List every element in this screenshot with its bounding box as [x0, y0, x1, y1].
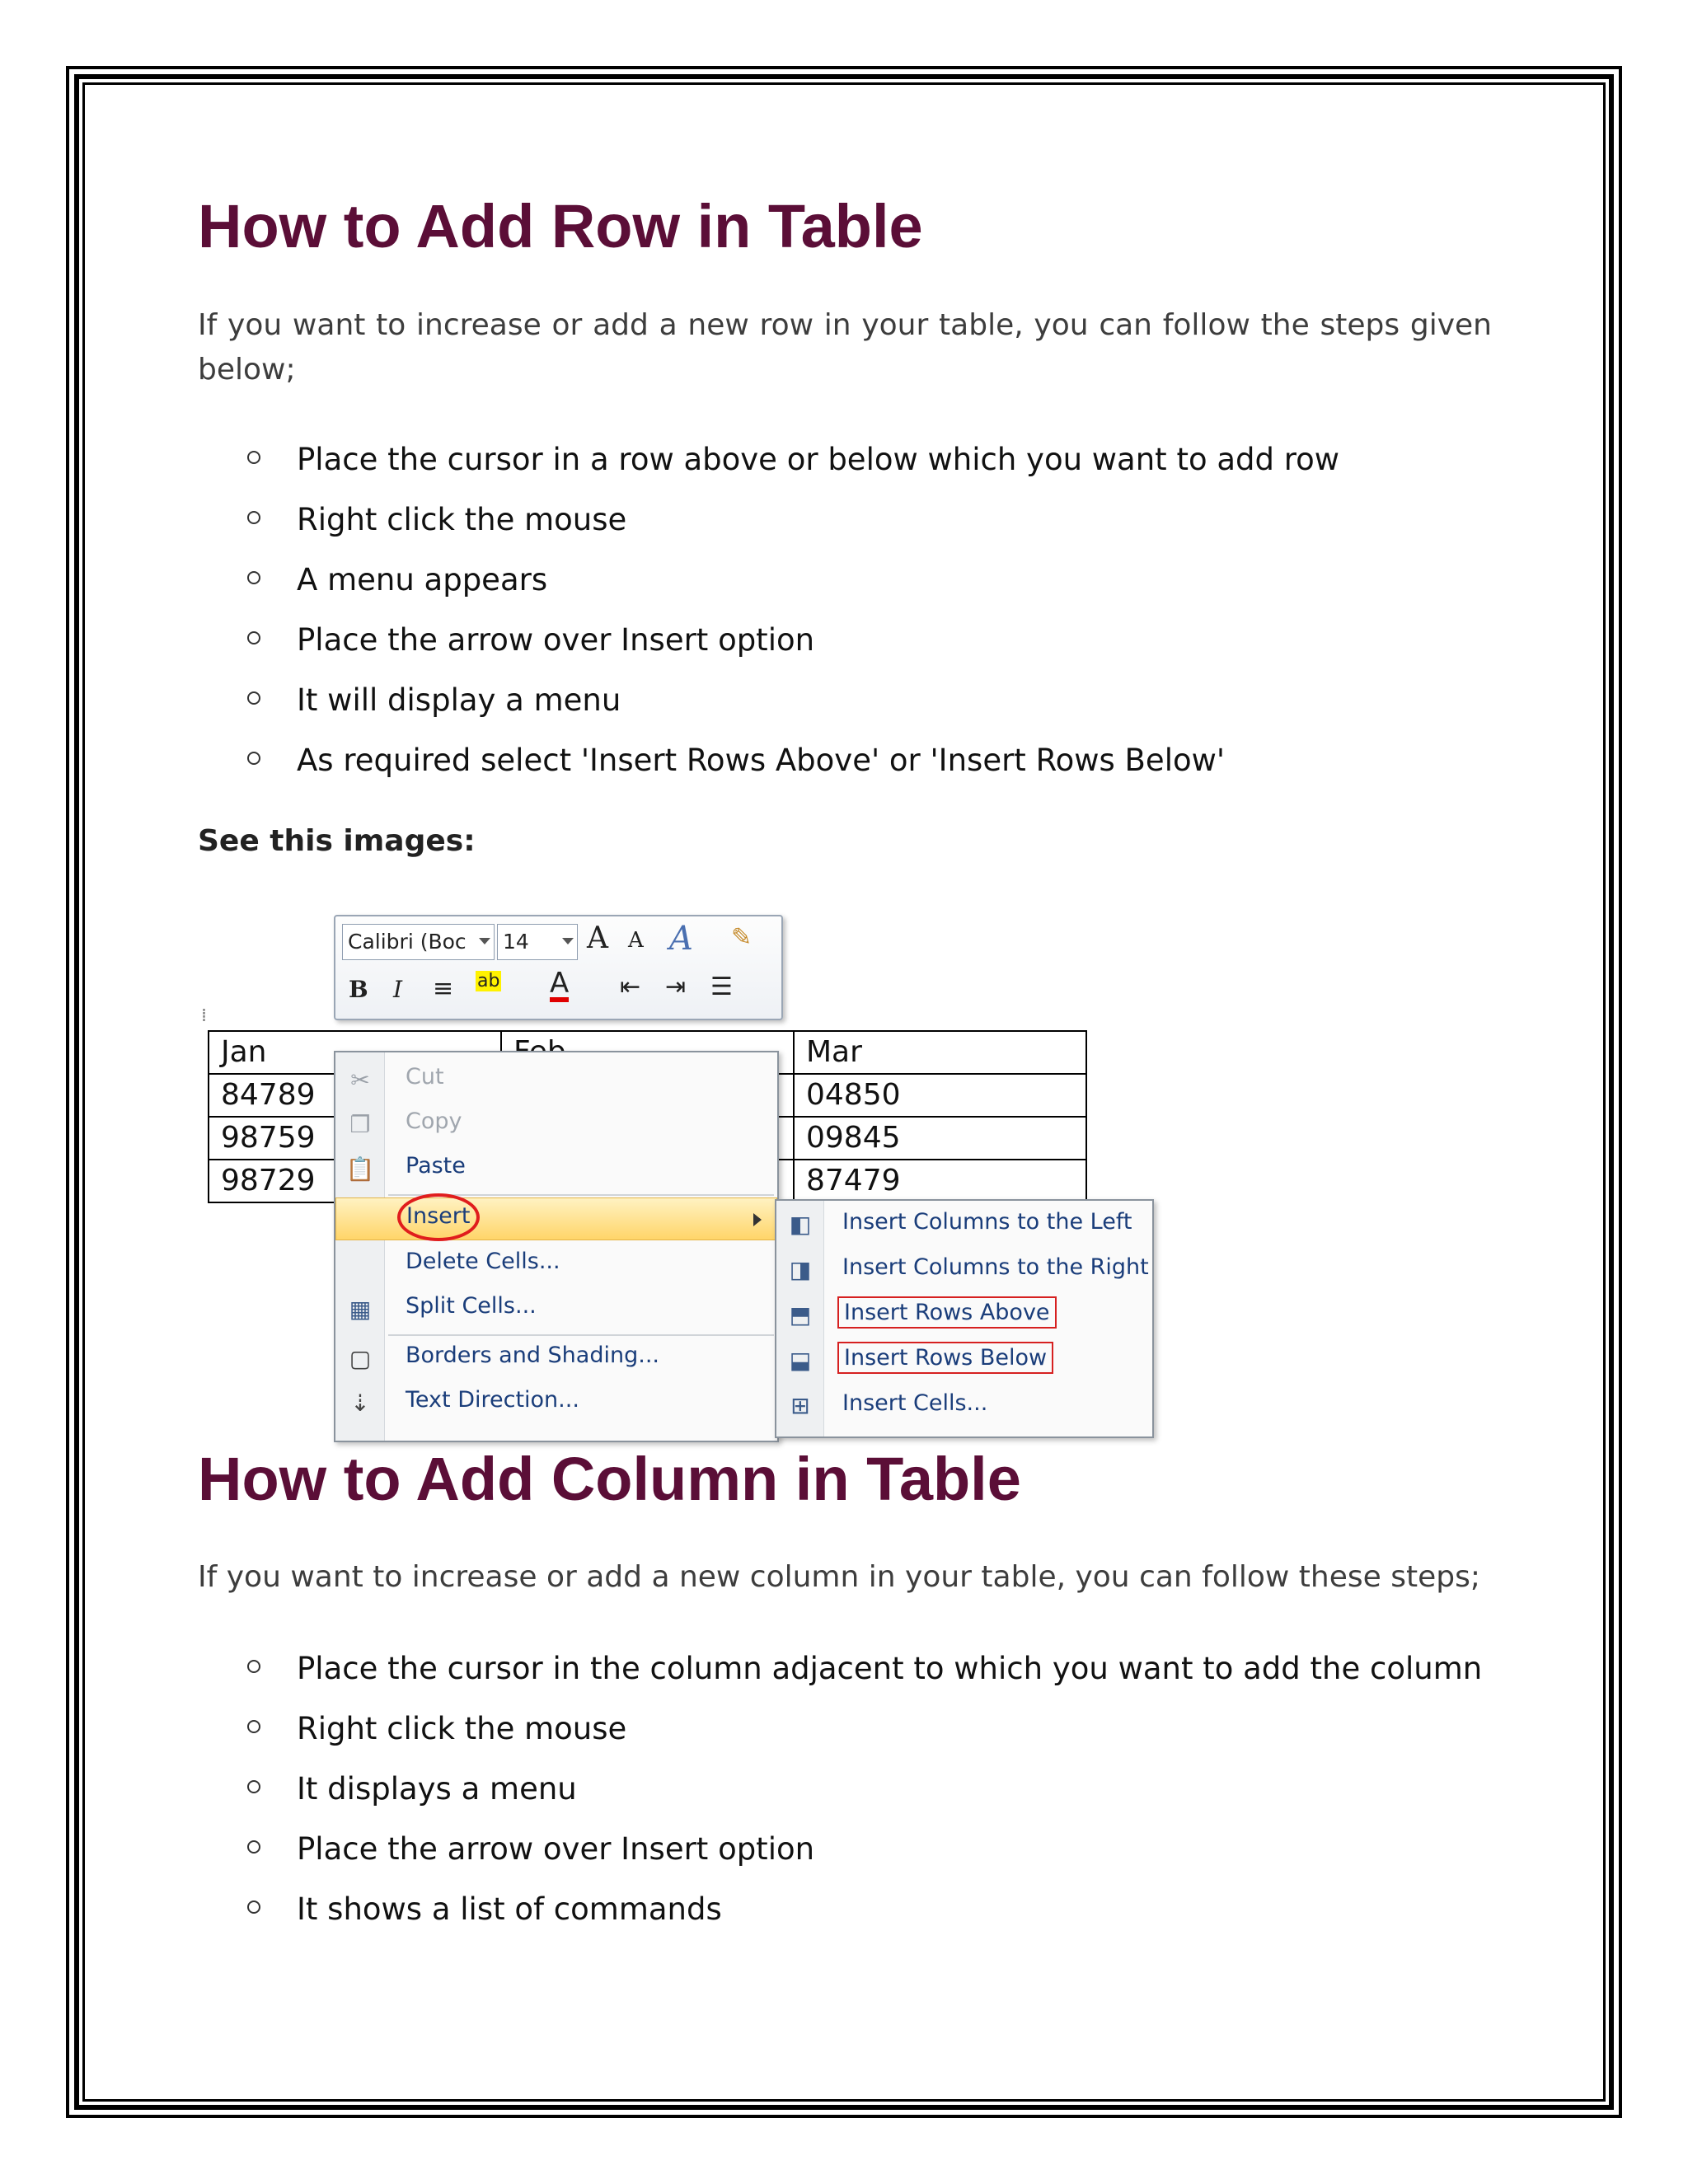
menu-item-copy[interactable]: ❐ Copy [335, 1104, 777, 1146]
list-item: As required select 'Insert Rows Above' or 'Insert Rows Below' [198, 740, 1517, 800]
table-cell[interactable]: Jan [209, 1031, 501, 1074]
bullet-circle-icon [247, 511, 260, 524]
chevron-down-icon [562, 938, 574, 944]
table-cell[interactable]: 04850 [794, 1074, 1086, 1117]
menu-item-cut[interactable]: ✂ Cut [335, 1059, 777, 1102]
insert-cells-icon: ⊞ [790, 1392, 810, 1419]
list-item: A menu appears [198, 560, 1517, 620]
menu-item-delete-cells[interactable]: Delete Cells... [406, 1249, 560, 1274]
bullet-circle-icon [247, 1780, 260, 1793]
bullet-circle-icon [247, 631, 260, 644]
center-align-icon[interactable]: ≡ [433, 974, 454, 1003]
menu-item-insert-columns-left[interactable]: ◧ Insert Columns to the Left [776, 1202, 1152, 1248]
menu-item-paste[interactable]: 📋 Paste [345, 1153, 466, 1183]
bullet-circle-icon [247, 1720, 260, 1733]
bullet-circle-icon [247, 571, 260, 584]
section2-intro: If you want to increase or add a new column in your table, you can follow these steps; [198, 1560, 1480, 1594]
list-item: Right click the mouse [198, 499, 1517, 560]
list-item: Place the cursor in the column adjacent to which you want to add the column [198, 1648, 1517, 1708]
submenu-arrow-icon [753, 1213, 762, 1226]
insert-row-below-icon: ⬓ [789, 1347, 812, 1374]
italic-icon[interactable]: I [393, 976, 403, 1003]
word-context-menu-screenshot [198, 915, 1154, 1442]
section1-title: How to Add Row in Table [198, 192, 923, 260]
menu-item-split-cells[interactable]: ▦ Split Cells... [335, 1288, 777, 1331]
bold-icon[interactable]: B [349, 976, 368, 1003]
list-item: It shows a list of commands [198, 1889, 1517, 1949]
list-item: Right click the mouse [198, 1708, 1517, 1769]
menu-item-insert[interactable]: Insert [335, 1197, 777, 1240]
context-menu [334, 1051, 779, 1442]
table-cell[interactable]: 84789 [209, 1074, 501, 1117]
menu-item-text-direction[interactable]: ⇣ Text Direction... [335, 1382, 777, 1425]
bullet-circle-icon [247, 1840, 260, 1854]
table-cell[interactable]: 87479 [794, 1160, 1086, 1202]
text-direction-icon: ⇣ [350, 1390, 370, 1417]
bullet-circle-icon [247, 752, 260, 765]
menu-item-insert-columns-right[interactable]: ◨ Insert Columns to the Right [776, 1248, 1152, 1293]
see-images-label: See this images: [198, 824, 476, 858]
bullet-circle-icon [247, 691, 260, 705]
menu-item-insert-rows-below[interactable]: ⬓ Insert Rows Below [776, 1338, 1152, 1384]
chevron-down-icon [479, 938, 490, 944]
borders-icon: ▢ [349, 1345, 372, 1372]
table-cell[interactable]: 98729 [209, 1160, 501, 1202]
mini-toolbar [334, 915, 783, 1020]
list-item: Place the cursor in a row above or below which you want to add row [198, 439, 1517, 499]
text-cursor-icon: ⁞ [201, 1005, 207, 1026]
bullet-circle-icon [247, 1900, 260, 1914]
scissors-icon: ✂ [350, 1066, 370, 1094]
section1-steps [198, 439, 1517, 800]
menu-item-insert-rows-above[interactable]: ⬒ Insert Rows Above [776, 1293, 1152, 1338]
list-item: Place the arrow over Insert option [198, 620, 1517, 680]
bullet-circle-icon [247, 1660, 260, 1673]
increase-indent-icon[interactable]: ⇥ [665, 972, 687, 1001]
section2-steps [198, 1648, 1517, 1949]
insert-column-right-icon: ◨ [789, 1256, 812, 1283]
bullets-icon[interactable]: ☰ [710, 972, 733, 1001]
menu-item-borders-shading[interactable]: ▢ Borders and Shading... [335, 1338, 777, 1380]
menu-item-insert-cells[interactable]: ⊞ Insert Cells... [776, 1384, 1152, 1429]
list-item: It displays a menu [198, 1769, 1517, 1829]
styles-icon[interactable]: A [669, 920, 693, 958]
font-color-icon[interactable]: A [550, 969, 569, 1002]
split-cells-icon: ▦ [349, 1296, 372, 1323]
bullet-circle-icon [247, 451, 260, 464]
shrink-font-icon[interactable]: A [628, 928, 644, 953]
insert-row-above-icon: ⬒ [789, 1301, 812, 1329]
font-name-box[interactable]: Calibri (Boc [342, 924, 495, 960]
section2-title: How to Add Column in Table [198, 1445, 1021, 1513]
list-item: It will display a menu [198, 680, 1517, 740]
copy-icon: ❐ [349, 1111, 371, 1138]
menu-separator [388, 1334, 774, 1336]
insert-submenu [775, 1199, 1154, 1438]
font-size-box[interactable]: 14 [497, 924, 578, 960]
table-cell[interactable]: 98759 [209, 1117, 501, 1160]
list-item: Place the arrow over Insert option [198, 1829, 1517, 1889]
format-painter-icon[interactable]: ✎ [731, 923, 753, 952]
table-cell[interactable]: 09845 [794, 1117, 1086, 1160]
clipboard-icon: 📋 [345, 1155, 375, 1183]
grow-font-icon[interactable]: A [587, 921, 608, 955]
insert-column-left-icon: ◧ [789, 1211, 812, 1238]
highlight-icon[interactable]: ab [477, 971, 500, 991]
decrease-indent-icon[interactable]: ⇤ [620, 972, 641, 1001]
section1-intro: If you want to increase or add a new row in your table, you can follow the steps given below; [198, 308, 1492, 387]
red-highlight-circle [397, 1193, 480, 1241]
table-cell[interactable]: Mar [794, 1031, 1086, 1074]
